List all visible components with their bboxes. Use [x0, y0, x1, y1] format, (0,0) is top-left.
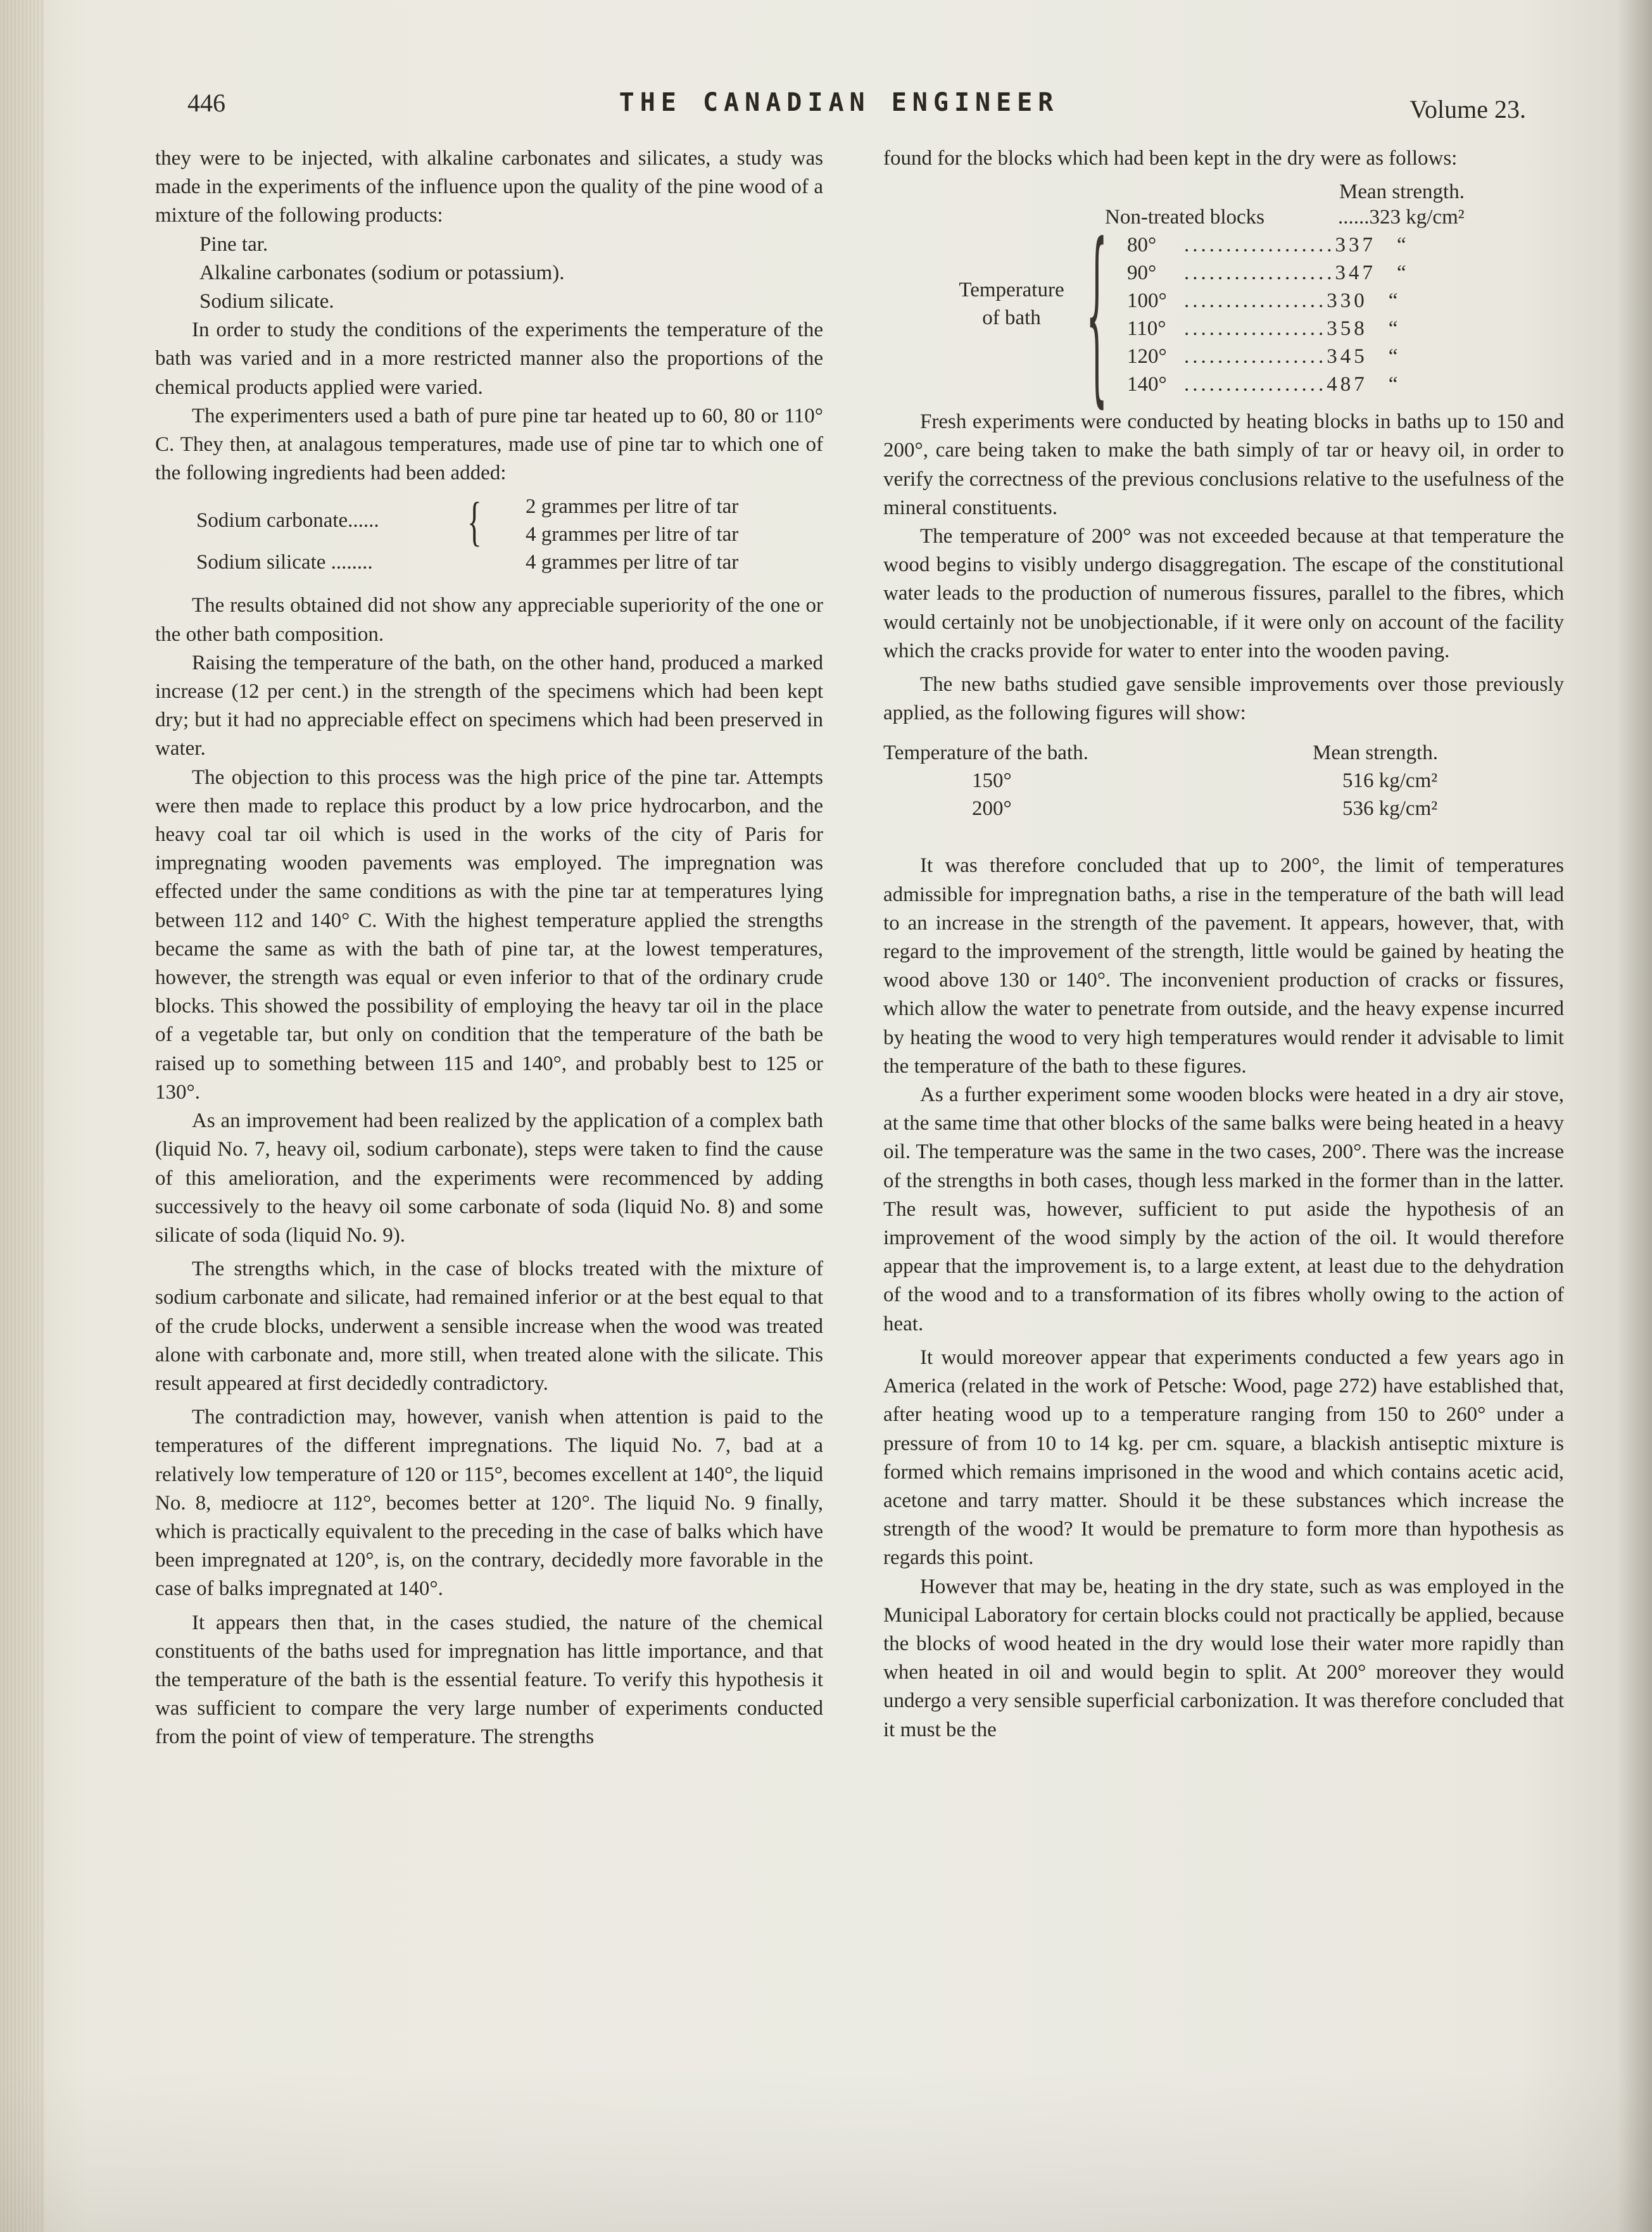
- bath-temperature: 150°: [972, 769, 1012, 793]
- ingredient-value: 4 grammes per litre of tar: [526, 551, 739, 574]
- brace-glyph: {: [467, 491, 482, 552]
- paragraph: Raising the temperature of the bath, on the other hand, produced a marked increase (12 per cent.) in the strength of the specimens which had been kept dry; but it had no appreciable effect on specimens which had been preserved in water.: [155, 651, 823, 760]
- page-number: 446: [187, 89, 225, 117]
- paragraph: However that may be, heating in the dry state, such as was employed in the Municipal Laboratory for certain blocks could not practically be applied, because the blocks of wood heated in the dry would lose their water more rapidly than when heated in oil and would begin to split. At 200° moreover they would undergo a very sensible superficial carbonization. It was therefore concluded that it must be the: [883, 1575, 1564, 1741]
- table-row: 100° .................330 “: [1127, 289, 1398, 313]
- ingredient-table: [196, 493, 785, 580]
- paragraph: found for the blocks which had been kept in the dry were as follows:: [883, 147, 1458, 170]
- untreated-value: ......323 kg/cm²: [1338, 206, 1465, 229]
- paragraph: It appears then that, in the cases studied, the nature of the chemical constituents of the baths used for impregnation has little importance, and that the temperature of the bath is the essential feature. To verify this hypothesis it was sufficient to compare the very large number of experiments conducted from the point of view of temperature. The strengths: [155, 1611, 823, 1749]
- brace-glyph: {: [1086, 203, 1108, 425]
- strength-table-baths: [883, 739, 1564, 840]
- table-row: 140° .................487 “: [1127, 373, 1398, 396]
- table-row: 120° .................345 “: [1127, 345, 1398, 369]
- paragraph: The objection to this process was the high price of the pine tar. Attempts were then made to replace this product by a low price hydrocarbon, and the heavy coal tar oil which is used in the works of the city of Paris for impregnating wooden pavements was employed. The impregnation was effected under the same conditions as with the pine tar at temperatures lying between 112 and 140° C. With the highest temperature applied the strengths became the same as with the bath of pine tar, at the lowest temperatures, however, the strength was equal or even inferior to that of the ordinary crude blocks. This showed the possibility of employing the heavy tar oil in the place of a vegetable tar, but only on condition that the temperature of the bath be raised up to something between 115 and 140°, and probably best to 125 or 130°.: [155, 766, 823, 1104]
- paragraph: The new baths studied gave sensible improvements over those previously applied, as the following figures will show:: [883, 673, 1564, 725]
- paragraph: The results obtained did not show any appreciable superiority of the one or the other bath composition.: [155, 594, 823, 646]
- table-header: Temperature of the bath.: [883, 741, 1088, 765]
- untreated-label: Non-treated blocks: [1105, 206, 1264, 229]
- bath-temperature: 200°: [972, 797, 1012, 821]
- sodium-carbonate-label: Sodium carbonate......: [196, 509, 379, 533]
- running-header: [152, 85, 1526, 130]
- page-gutter-shadow: [1617, 0, 1652, 2232]
- table-header: Mean strength.: [1313, 741, 1438, 765]
- paragraph: As a further experiment some wooden blocks were heated in a dry air stove, at the same time that other blocks of the same balks were being heated in a heavy oil. The temperature was the same in the two cases, 200°. There was the increase of the strengths in both cases, though less marked in the former than in the latter. The result was, however, sufficient to put aside the hypothesis of an improvement of the wood simply by the action of the oil. It would therefore appear that the improvement is, to a large extent, at least due to the dehydration of the wood and to a transformation of its fibres wholly owing to the action of heat.: [883, 1083, 1564, 1335]
- product-list-item: Alkaline carbonates (sodium or potassium).: [199, 261, 565, 284]
- group-label: Temperature of bath: [959, 279, 1064, 330]
- strength-table-dry: [883, 178, 1564, 425]
- product-list-item: Pine tar.: [199, 232, 268, 256]
- volume-label: Volume 23.: [1409, 95, 1526, 123]
- right-column: [883, 144, 1564, 1744]
- table-row: 80° ..................337 “: [1127, 234, 1406, 257]
- sodium-silicate-label: Sodium silicate ........: [196, 551, 373, 574]
- paragraph: they were to be injected, with alkaline carbonates and silicates, a study was made in the experiments of the influence upon the quality of the pine wood of a mixture of the following products:: [155, 147, 823, 227]
- journal-title: THE CANADIAN ENGINEER: [619, 88, 1059, 117]
- ingredient-value: 4 grammes per litre of tar: [526, 523, 739, 546]
- page-edge-shadow: [0, 0, 44, 2232]
- paragraph: As an improvement had been realized by the application of a complex bath (liquid No. 7, heavy oil, sodium carbonate), steps were taken to find the cause of this amelioration, and the experiments were recommenced by adding successively to the heavy oil some carbonate of soda (liquid No. 8) and some silicate of soda (liquid No. 9).: [155, 1109, 823, 1247]
- bath-strength: 516 kg/cm²: [1342, 769, 1438, 793]
- table-row: 90° ..................347 “: [1127, 262, 1406, 285]
- paragraph: The temperature of 200° was not exceeded because at that temperature the wood begins to visibly undergo disaggregation. The escape of the constitutional water leads to the production of numerous fissures, parallel to the fibres, which would certainly not be unobjectionable, if it were only on account of the facility which the cracks provide for water to enter into the wooden paving.: [883, 525, 1564, 662]
- paragraph: It was therefore concluded that up to 200°, the limit of temperatures admissible for impregnation baths, a rise in the temperature of the bath will lead to an increase in the strength of the pavement. It appears, however, that, with regard to the improvement of the strength, little would be gained by heating the wood above 130 or 140°. The inconvenient production of cracks or fissures, which allow the water to penetrate from outside, and the heavy expense incurred by heating the wood to very high temperatures would render it advisable to limit the temperature of the bath to these figures.: [883, 854, 1564, 1078]
- table-header: Mean strength.: [1339, 180, 1465, 204]
- paragraph: The contradiction may, however, vanish when attention is paid to the temperatures of the different impregnations. The liquid No. 7, bad at a relatively low temperature of 120 or 115°, becomes excellent at 140°, the liquid No. 8, mediocre at 112°, becomes better at 120°. The liquid No. 9 finally, which is practically equivalent to the preceding in the case of balks which have been impregnated at 120°, is, on the contrary, decidedly more favorable in the case of balks impregnated at 140°.: [155, 1406, 823, 1601]
- product-list-item: Sodium silicate.: [199, 290, 334, 313]
- paragraph: It would moreover appear that experiments conducted a few years ago in America (related in the work of Petsche: Wood, page 272) have established that, after heating wood up to a temperature ranging from 150 to 260° under a pressure of from 10 to 14 kg. per cm. square, a blackish antiseptic mixture is formed which remains imprisoned in the wood and which contains acetic acid, acetone and tarry matter. Should it be these substances which increase the strength of the wood? It would be premature to form more than hypothesis as regards this point.: [883, 1346, 1564, 1570]
- table-row: 110° .................358 “: [1127, 317, 1398, 341]
- left-column: [155, 144, 823, 1752]
- paragraph: Fresh experiments were conducted by heating blocks in baths up to 150 and 200°, care being taken to make the bath simply of tar or heavy oil, in order to verify the correctness of the previous conclusions relative to the usefulness of the mineral constituents.: [883, 410, 1564, 519]
- bath-strength: 536 kg/cm²: [1342, 797, 1438, 821]
- paragraph: The experimenters used a bath of pure pine tar heated up to 60, 80 or 110° C. They then, at analagous temperatures, made use of pine tar to which one of the following ingredients had been added:: [155, 404, 823, 485]
- paragraph: The strengths which, in the case of blocks treated with the mixture of sodium carbonate and silicate, had remained inferior or at the best equal to that of the crude blocks, underwent a sensible increase when the wood was treated alone with carbonate and, more still, when treated alone with the silicate. This result appeared at first decidedly contradictory.: [155, 1258, 823, 1395]
- ingredient-value: 2 grammes per litre of tar: [526, 495, 739, 519]
- paragraph: In order to study the conditions of the experiments the temperature of the bath was varied and in a more restricted manner also the proportions of the chemical products applied were varied.: [155, 318, 823, 399]
